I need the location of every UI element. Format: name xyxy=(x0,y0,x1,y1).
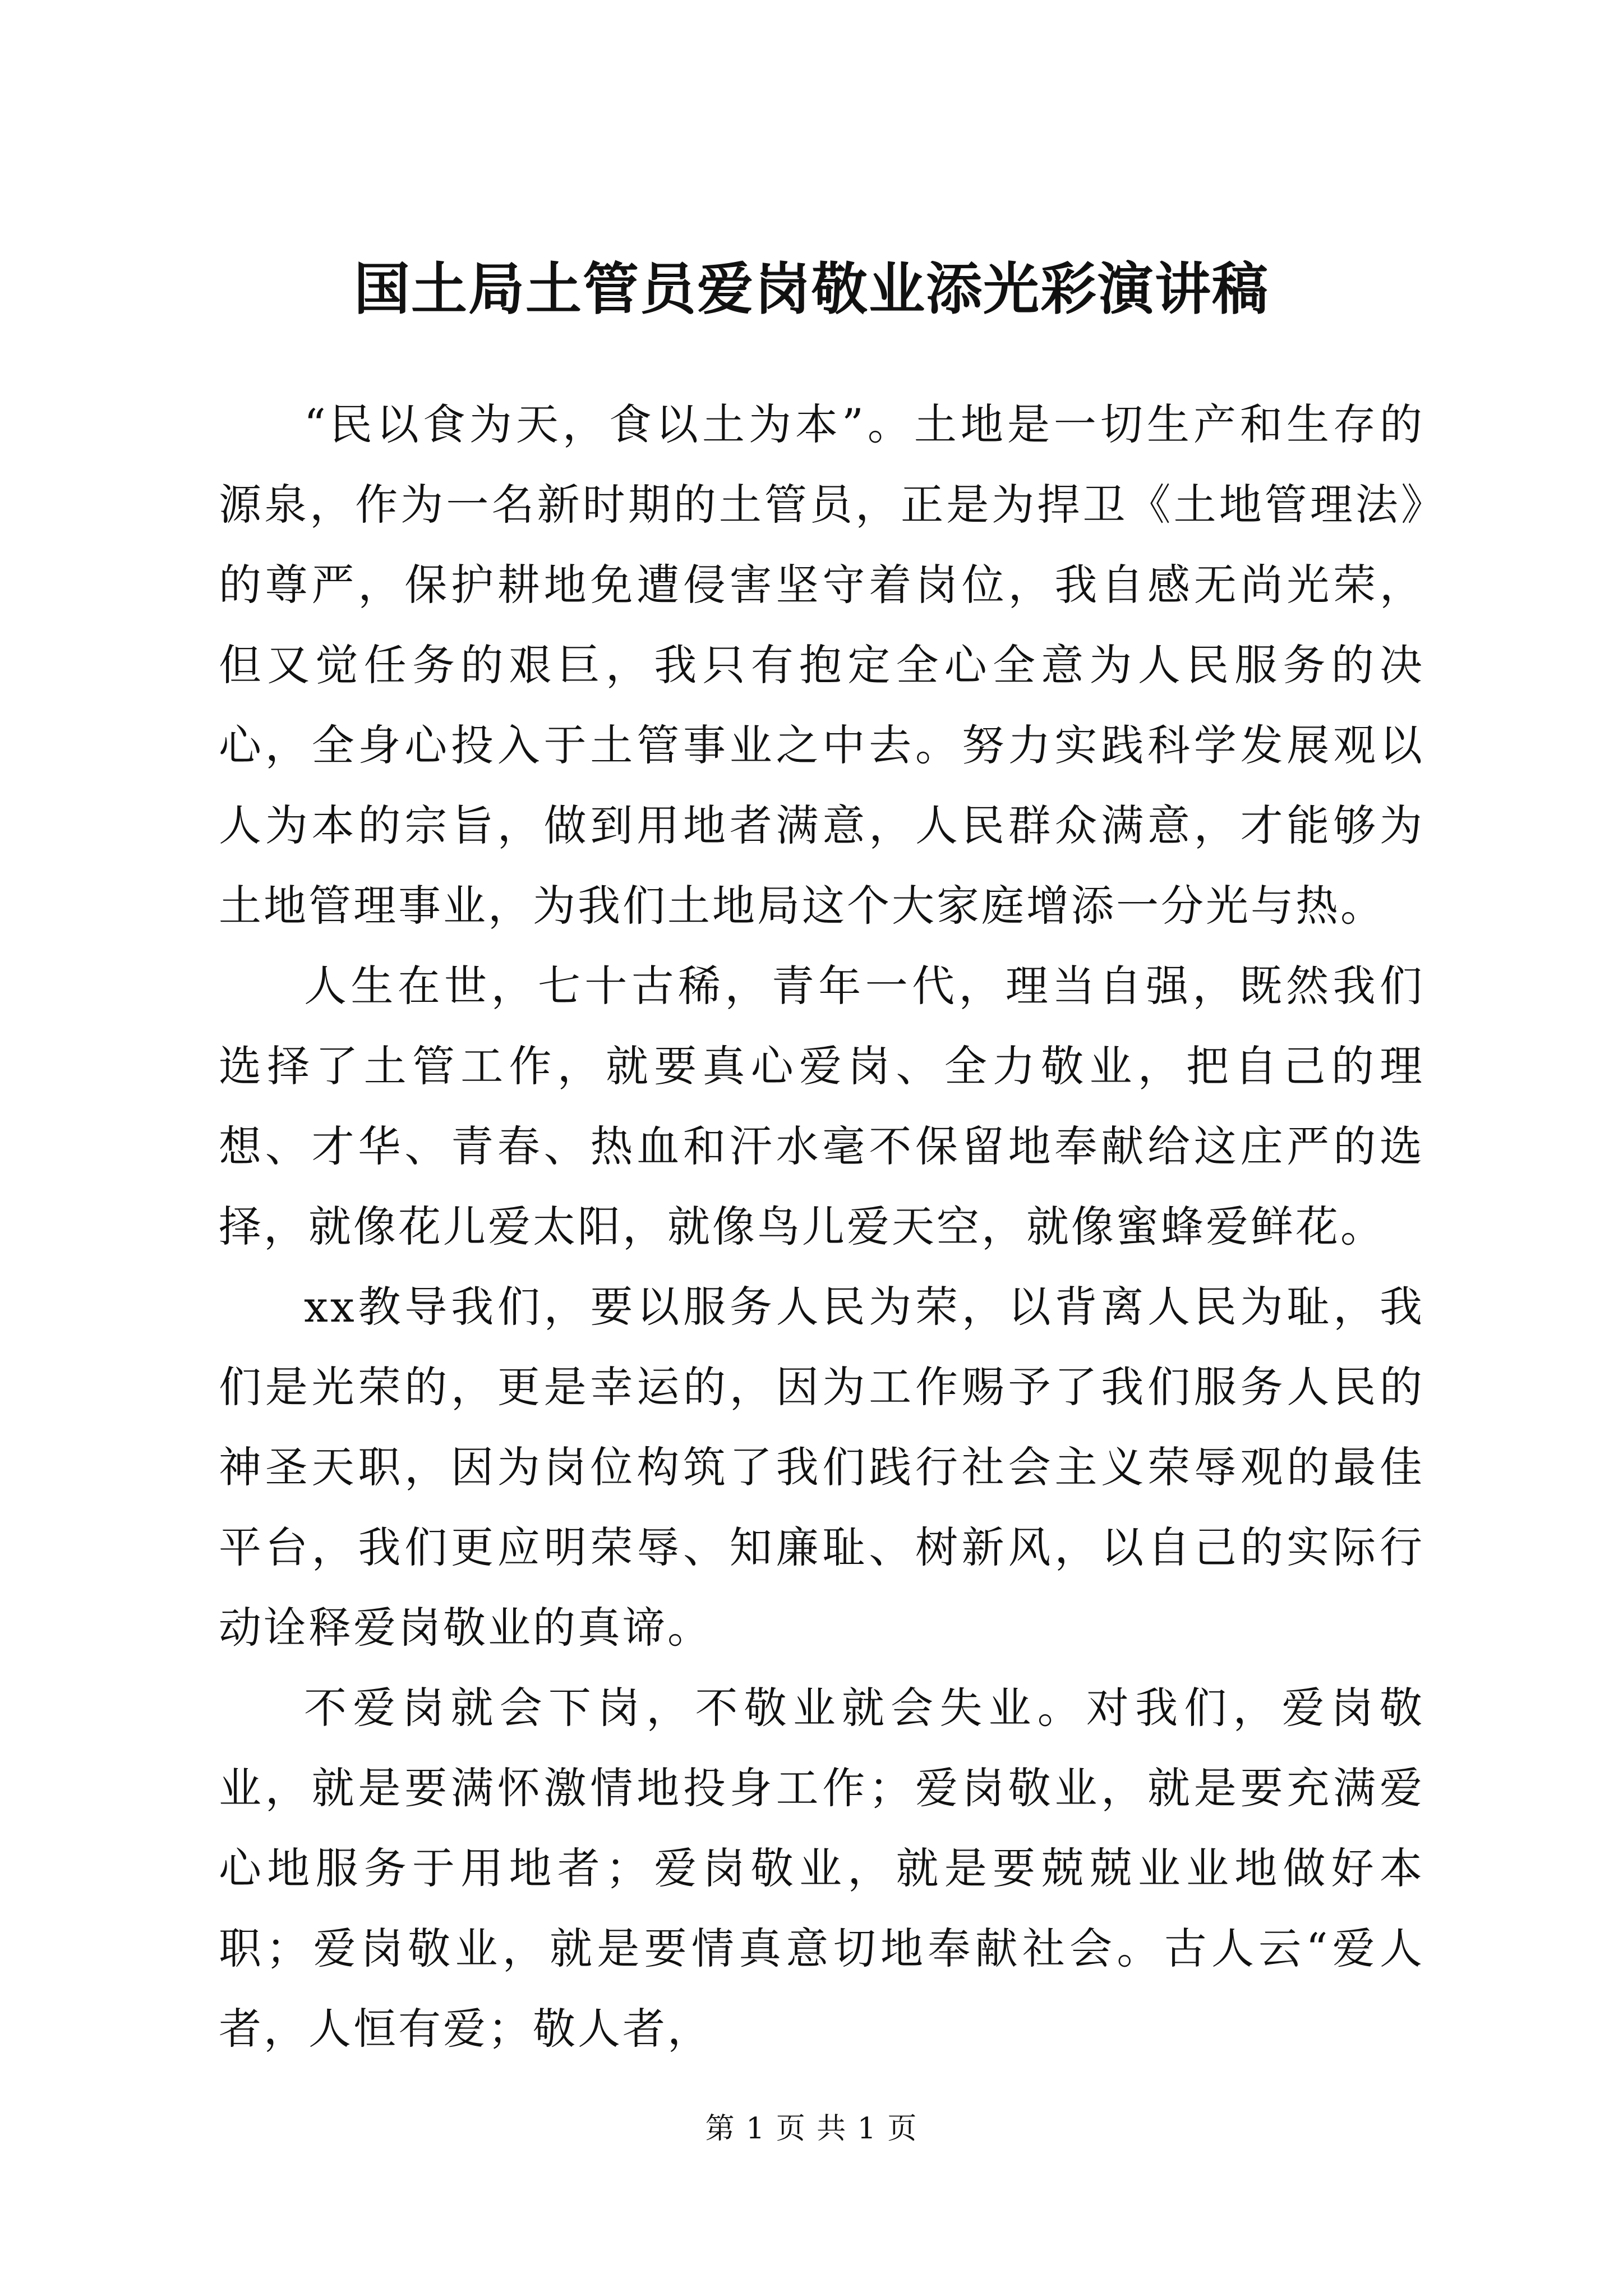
page-footer: 第 1 页 共 1 页 xyxy=(705,2112,918,2146)
document-body xyxy=(219,384,1424,2069)
paragraph-4: 不爱岗就会下岗，不敬业就会失业。对我们，爱岗敬业，就是要满怀激情地投身工作；爱岗敬业，就是要充满爱心地服务于用地者；爱岗敬业，就是要兢兢业业地做好本职；爱岗敬业，就是要情真意切地奉献社会。古人云“爱人者，人恒有爱；敬人者， xyxy=(219,1683,1424,2054)
paragraph-2: 人生在世，七十古稀，青年一代，理当自强，既然我们选择了土管工作，就要真心爱岗、全力敬业，把自己的理想、才华、青春、热血和汗水毫不保留地奉献给这庄严的选择，就像花儿爱太阳，就像鸟儿爱天空，就像蜜蜂爱鲜花。 xyxy=(219,961,1424,1251)
paragraph-3: xx教导我们，要以服务人民为荣，以背离人民为耻，我们是光荣的，更是幸运的，因为工作赐予了我们服务人民的神圣天职，因为岗位构筑了我们践行社会主义荣辱观的最佳平台，我们更应明荣辱、知廉耻、树新风，以自己的实际行动诠释爱岗敬业的真谛。 xyxy=(219,1282,1424,1653)
paragraph-1: “民以食为天，食以土为本”。土地是一切生产和生存的源泉，作为一名新时期的土管员，正是为捍卫《土地管理法》的尊严，保护耕地免遭侵害坚守着岗位，我自感无尚光荣，但又觉任务的艰巨，我只有抱定全心全意为人民服务的决心，全身心投入于土管事业之中去。努力实践科学发展观以人为本的宗旨，做到用地者满意，人民群众满意，才能够为土地管理事业，为我们土地局这个大家庭增添一分光与热。 xyxy=(219,399,1424,931)
document-title: 国土局土管员爱岗敬业添光彩演讲稿 xyxy=(354,256,1269,322)
